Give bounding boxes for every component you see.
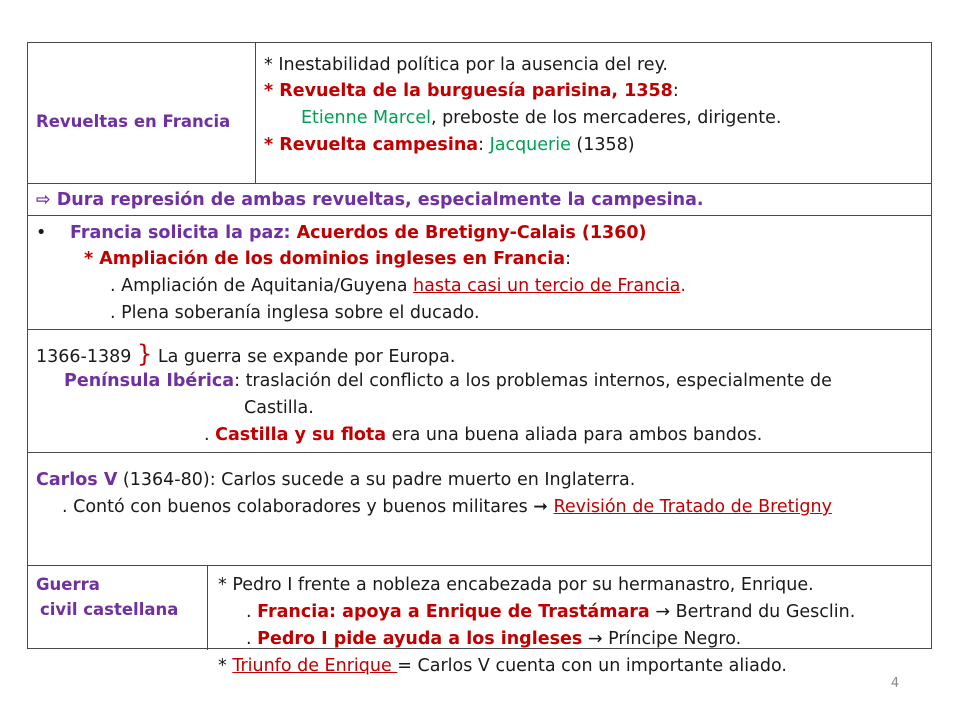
text: , preboste de los mercaderes, dirigente. [430,108,782,128]
text: . [246,602,258,622]
text-line [36,340,456,368]
text-line [70,222,647,244]
text-line [246,628,741,650]
text: Francia solicita la paz: [70,223,297,243]
text: Castilla y su flota [215,425,387,445]
arrow-icon: ⇨ [36,190,51,210]
brace-icon: } [136,340,153,368]
text: Pedro I pide ayuda a los ingleses [257,629,583,649]
text: . [680,276,686,296]
text: Península Ibérica [64,371,235,391]
text-line [36,222,46,244]
text-line [64,370,832,392]
text: . [204,425,216,445]
text-line [246,601,855,623]
row-revueltas [28,43,931,184]
text: . Plena soberanía inglesa sobre el ducado. [110,303,480,323]
text: Jacquerie [489,135,571,155]
text: * Revuelta campesina [264,135,479,155]
text-line [110,302,480,324]
row-guerra-europa [28,330,931,453]
label-cell [28,43,256,183]
text: : [565,249,571,269]
text: . [246,629,258,649]
text: . Ampliación de Aquitania/Guyena [110,276,414,296]
text-line [36,469,635,491]
row-label: civil castellana [40,600,179,619]
text: (1358) [570,135,635,155]
text: * Revuelta de la burguesía parisina, 1358 [264,81,673,101]
arrow-icon: ➞ [533,497,548,517]
text: Carlos V [36,470,118,490]
text: Triunfo de Enrique [232,656,398,676]
text: * [218,656,233,676]
content-table [27,42,932,676]
text-line [62,496,832,518]
arrow-icon: → [587,629,603,649]
text: La guerra se expande por Europa. [157,347,456,367]
label-cell [28,566,208,650]
text-line [36,189,704,211]
text: 1366-1389 [36,347,132,367]
text: Bertrand du Gesclin. [675,602,856,622]
text: hasta casi un tercio de Francia [413,276,681,296]
text: * Ampliación de los dominios ingleses en Francia [84,249,566,269]
text: * Pedro I frente a nobleza encabezada por su hermanastro, Enrique. [218,575,814,595]
row-paz [28,216,931,330]
page-number: 4 [890,676,900,691]
bullet-icon: • [36,223,47,243]
text: : [672,81,679,101]
text-line [264,134,635,156]
text: Castilla. [244,398,314,418]
content-cell [256,43,931,183]
text: : traslación del conflicto a los problemas internos, especialmente de [234,371,832,391]
text-line [264,80,679,102]
text-line [110,275,686,297]
text: Acuerdos de Bretigny-Calais (1360) [296,223,647,243]
text-line [218,655,787,677]
row-represion [28,184,931,216]
text: * Inestabilidad política por la ausencia del rey. [264,55,668,75]
text: Dura represión de ambas revueltas, especialmente la campesina. [56,190,704,210]
text: Revisión de Tratado de Bretigny [553,497,832,517]
text: Francia: apoya a Enrique de Trastámara [257,602,650,622]
text: . Contó con buenos colaboradores y buenos militares [62,497,534,517]
text-line [301,107,781,129]
text: : [478,135,490,155]
row-guerra-civil [28,566,931,676]
arrow-icon: → [655,602,670,622]
row-carlos-v [28,453,931,566]
text: Príncipe Negro. [608,629,742,649]
row-label: Guerra [36,575,100,594]
person-name: Etienne Marcel [301,108,431,128]
text: era una buena aliada para ambos bandos. [386,425,763,445]
content-cell [208,566,931,676]
text-line [264,54,668,76]
text-line [84,248,571,270]
text-line [218,574,814,596]
text-line [204,424,762,446]
text: (1364-80): Carlos sucede a su padre muerto en Inglaterra. [117,470,636,490]
text: = Carlos V cuenta con un importante aliado. [397,656,787,676]
text-line [244,397,314,419]
row-label: Revueltas en Francia [36,112,231,131]
